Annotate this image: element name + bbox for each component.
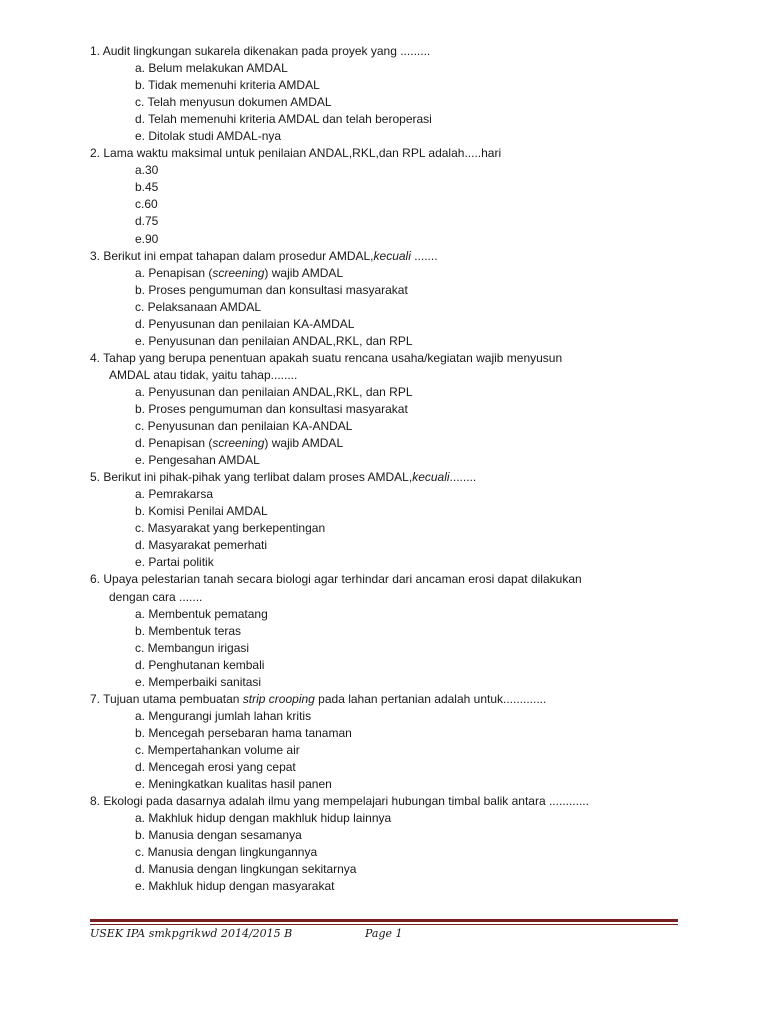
italic-term: kecuali — [373, 248, 411, 263]
option-text: ) wajib AMDAL — [264, 265, 344, 280]
answer-option — [90, 640, 690, 657]
answer-option — [90, 827, 690, 844]
answer-option — [90, 776, 690, 793]
text-run: Ekologi pada dasarnya adalah ilmu yang mempelajari hubungan timbal balik antara ............ — [103, 794, 589, 809]
question-text-continuation — [90, 367, 690, 384]
question-text — [90, 469, 690, 486]
option-text: a. Penapisan ( — [135, 265, 213, 280]
answer-option — [90, 111, 690, 128]
question-text-continuation — [90, 589, 690, 606]
footer-left-text: USEK IPA smkpgrikwd 2014/2015 B — [90, 927, 293, 940]
answer-option — [90, 162, 690, 179]
answer-option — [90, 759, 690, 776]
text-run: Berikut ini pihak-pihak yang terlibat dalam proses AMDAL, — [103, 470, 413, 485]
answer-option — [90, 316, 690, 333]
question-text — [90, 793, 690, 810]
question-item — [90, 350, 690, 469]
option-text: e. Makhluk hidup dengan masyarakat — [135, 879, 335, 894]
footer-rule-thin — [90, 924, 678, 925]
answer-option — [90, 674, 690, 691]
text-run: Upaya pelestarian tanah secara biologi agar terhindar dari ancaman erosi dapat dilakukan — [103, 572, 582, 587]
option-text: b. Tidak memenuhi kriteria AMDAL — [135, 78, 320, 93]
option-text: a. Membentuk pematang — [135, 606, 268, 621]
answer-option — [90, 213, 690, 230]
option-text: c. Mempertahankan volume air — [135, 742, 300, 757]
option-text: d.75 — [135, 214, 159, 229]
text-run: ........ — [449, 470, 477, 485]
answer-option — [90, 196, 690, 213]
text-run: pada lahan pertanian adalah untuk............. — [314, 691, 547, 706]
question-text — [90, 571, 690, 588]
question-item — [90, 145, 690, 247]
answer-option — [90, 520, 690, 537]
option-text: a. Makhluk hidup dengan makhluk hidup lainnya — [135, 811, 392, 826]
option-text: b. Komisi Penilai AMDAL — [135, 504, 268, 519]
option-text: c. Membangun irigasi — [135, 640, 250, 655]
answer-option — [90, 503, 690, 520]
option-text: c. Pelaksanaan AMDAL — [135, 299, 262, 314]
question-item — [90, 793, 690, 895]
question-number: 8. — [90, 794, 101, 809]
option-text: a. Pemrakarsa — [135, 487, 214, 502]
question-number: 5. — [90, 470, 101, 485]
answer-option — [90, 179, 690, 196]
question-item — [90, 43, 690, 145]
question-number: 2. — [90, 146, 101, 161]
option-text: d. Mencegah erosi yang cepat — [135, 759, 296, 774]
question-number: 7. — [90, 691, 101, 706]
italic-term: screening — [212, 265, 265, 280]
answer-option — [90, 554, 690, 571]
question-text — [90, 248, 690, 265]
option-text: a. Penyusunan dan penilaian ANDAL,RKL, dan RPL — [135, 384, 413, 399]
option-text: e. Penyusunan dan penilaian ANDAL,RKL, dan RPL — [135, 333, 413, 348]
option-text: d. Masyarakat pemerhati — [135, 538, 268, 553]
option-text: b. Proses pengumuman dan konsultasi masyarakat — [135, 401, 408, 416]
option-text: c.60 — [135, 197, 158, 212]
answer-option — [90, 128, 690, 145]
answer-option — [90, 486, 690, 503]
answer-option — [90, 231, 690, 248]
answer-option — [90, 418, 690, 435]
answer-option — [90, 861, 690, 878]
option-text: c. Masyarakat yang berkepentingan — [135, 521, 326, 536]
text-run: Tahap yang berupa penentuan apakah suatu rencana usaha/kegiatan wajib menyusun — [103, 350, 563, 365]
question-item — [90, 571, 690, 690]
answer-option — [90, 401, 690, 418]
question-list — [90, 43, 690, 895]
option-text: d. Penapisan ( — [135, 436, 213, 451]
option-text: ) wajib AMDAL — [264, 436, 344, 451]
option-text: c. Telah menyusun dokumen AMDAL — [135, 95, 332, 110]
option-text: d. Penghutanan kembali — [135, 657, 265, 672]
option-text: b. Membentuk teras — [135, 623, 242, 638]
answer-option — [90, 606, 690, 623]
option-text: c. Penyusunan dan penilaian KA-ANDAL — [135, 419, 353, 434]
text-run: Audit lingkungan sukarela dikenakan pada proyek yang ......... — [102, 44, 431, 58]
text-run: ....... — [410, 248, 438, 263]
question-text — [90, 145, 690, 162]
option-text: e. Pengesahan AMDAL — [135, 453, 260, 468]
option-text: e.90 — [135, 231, 159, 246]
italic-term: strip crooping — [242, 691, 315, 706]
option-text: d. Manusia dengan lingkungan sekitarnya — [135, 862, 357, 877]
option-text: e. Memperbaiki sanitasi — [135, 674, 262, 689]
answer-option — [90, 657, 690, 674]
question-number: 3. — [90, 248, 101, 263]
question-item — [90, 248, 690, 350]
answer-option — [90, 537, 690, 554]
option-text: b. Manusia dengan sesamanya — [135, 828, 302, 843]
text-run: AMDAL atau tidak, yaitu tahap........ — [109, 367, 298, 382]
question-number: 6. — [90, 572, 101, 587]
question-text — [90, 691, 690, 708]
answer-option — [90, 299, 690, 316]
question-item — [90, 469, 690, 571]
question-number: 1. — [90, 44, 101, 58]
question-text — [90, 43, 690, 60]
text-run: dengan cara ....... — [109, 589, 203, 604]
answer-option — [90, 265, 690, 282]
answer-option — [90, 94, 690, 111]
page-number: Page 1 — [365, 927, 403, 940]
option-text: e. Ditolak studi AMDAL-nya — [135, 129, 282, 144]
answer-option — [90, 452, 690, 469]
option-text: e. Partai politik — [135, 555, 214, 570]
italic-term: kecuali — [412, 470, 450, 485]
footer-rule-thick — [90, 919, 678, 922]
answer-option — [90, 333, 690, 350]
answer-option — [90, 623, 690, 640]
italic-term: screening — [212, 436, 265, 451]
answer-option — [90, 282, 690, 299]
answer-option — [90, 878, 690, 895]
answer-option — [90, 435, 690, 452]
option-text: a.30 — [135, 163, 159, 178]
text-run: Berikut ini empat tahapan dalam prosedur AMDAL, — [103, 248, 374, 263]
question-number: 4. — [90, 350, 101, 365]
answer-option — [90, 844, 690, 861]
answer-option — [90, 742, 690, 759]
option-text: b.45 — [135, 180, 159, 195]
question-item — [90, 691, 690, 793]
answer-option — [90, 810, 690, 827]
option-text: c. Manusia dengan lingkungannya — [135, 845, 318, 860]
option-text: d. Telah memenuhi kriteria AMDAL dan telah beroperasi — [135, 112, 432, 127]
option-text: e. Meningkatkan kualitas hasil panen — [135, 777, 332, 792]
answer-option — [90, 725, 690, 742]
answer-option — [90, 77, 690, 94]
answer-option — [90, 384, 690, 401]
text-run: Tujuan utama pembuatan — [103, 691, 243, 706]
answer-option — [90, 60, 690, 77]
option-text: d. Penyusunan dan penilaian KA-AMDAL — [135, 316, 355, 331]
option-text: b. Mencegah persebaran hama tanaman — [135, 725, 352, 740]
option-text: b. Proses pengumuman dan konsultasi masyarakat — [135, 282, 408, 297]
option-text: a. Mengurangi jumlah lahan kritis — [135, 708, 312, 723]
question-text — [90, 350, 690, 367]
option-text: a. Belum melakukan AMDAL — [135, 61, 288, 76]
answer-option — [90, 708, 690, 725]
text-run: Lama waktu maksimal untuk penilaian ANDAL,RKL,dan RPL adalah.....hari — [103, 146, 502, 161]
